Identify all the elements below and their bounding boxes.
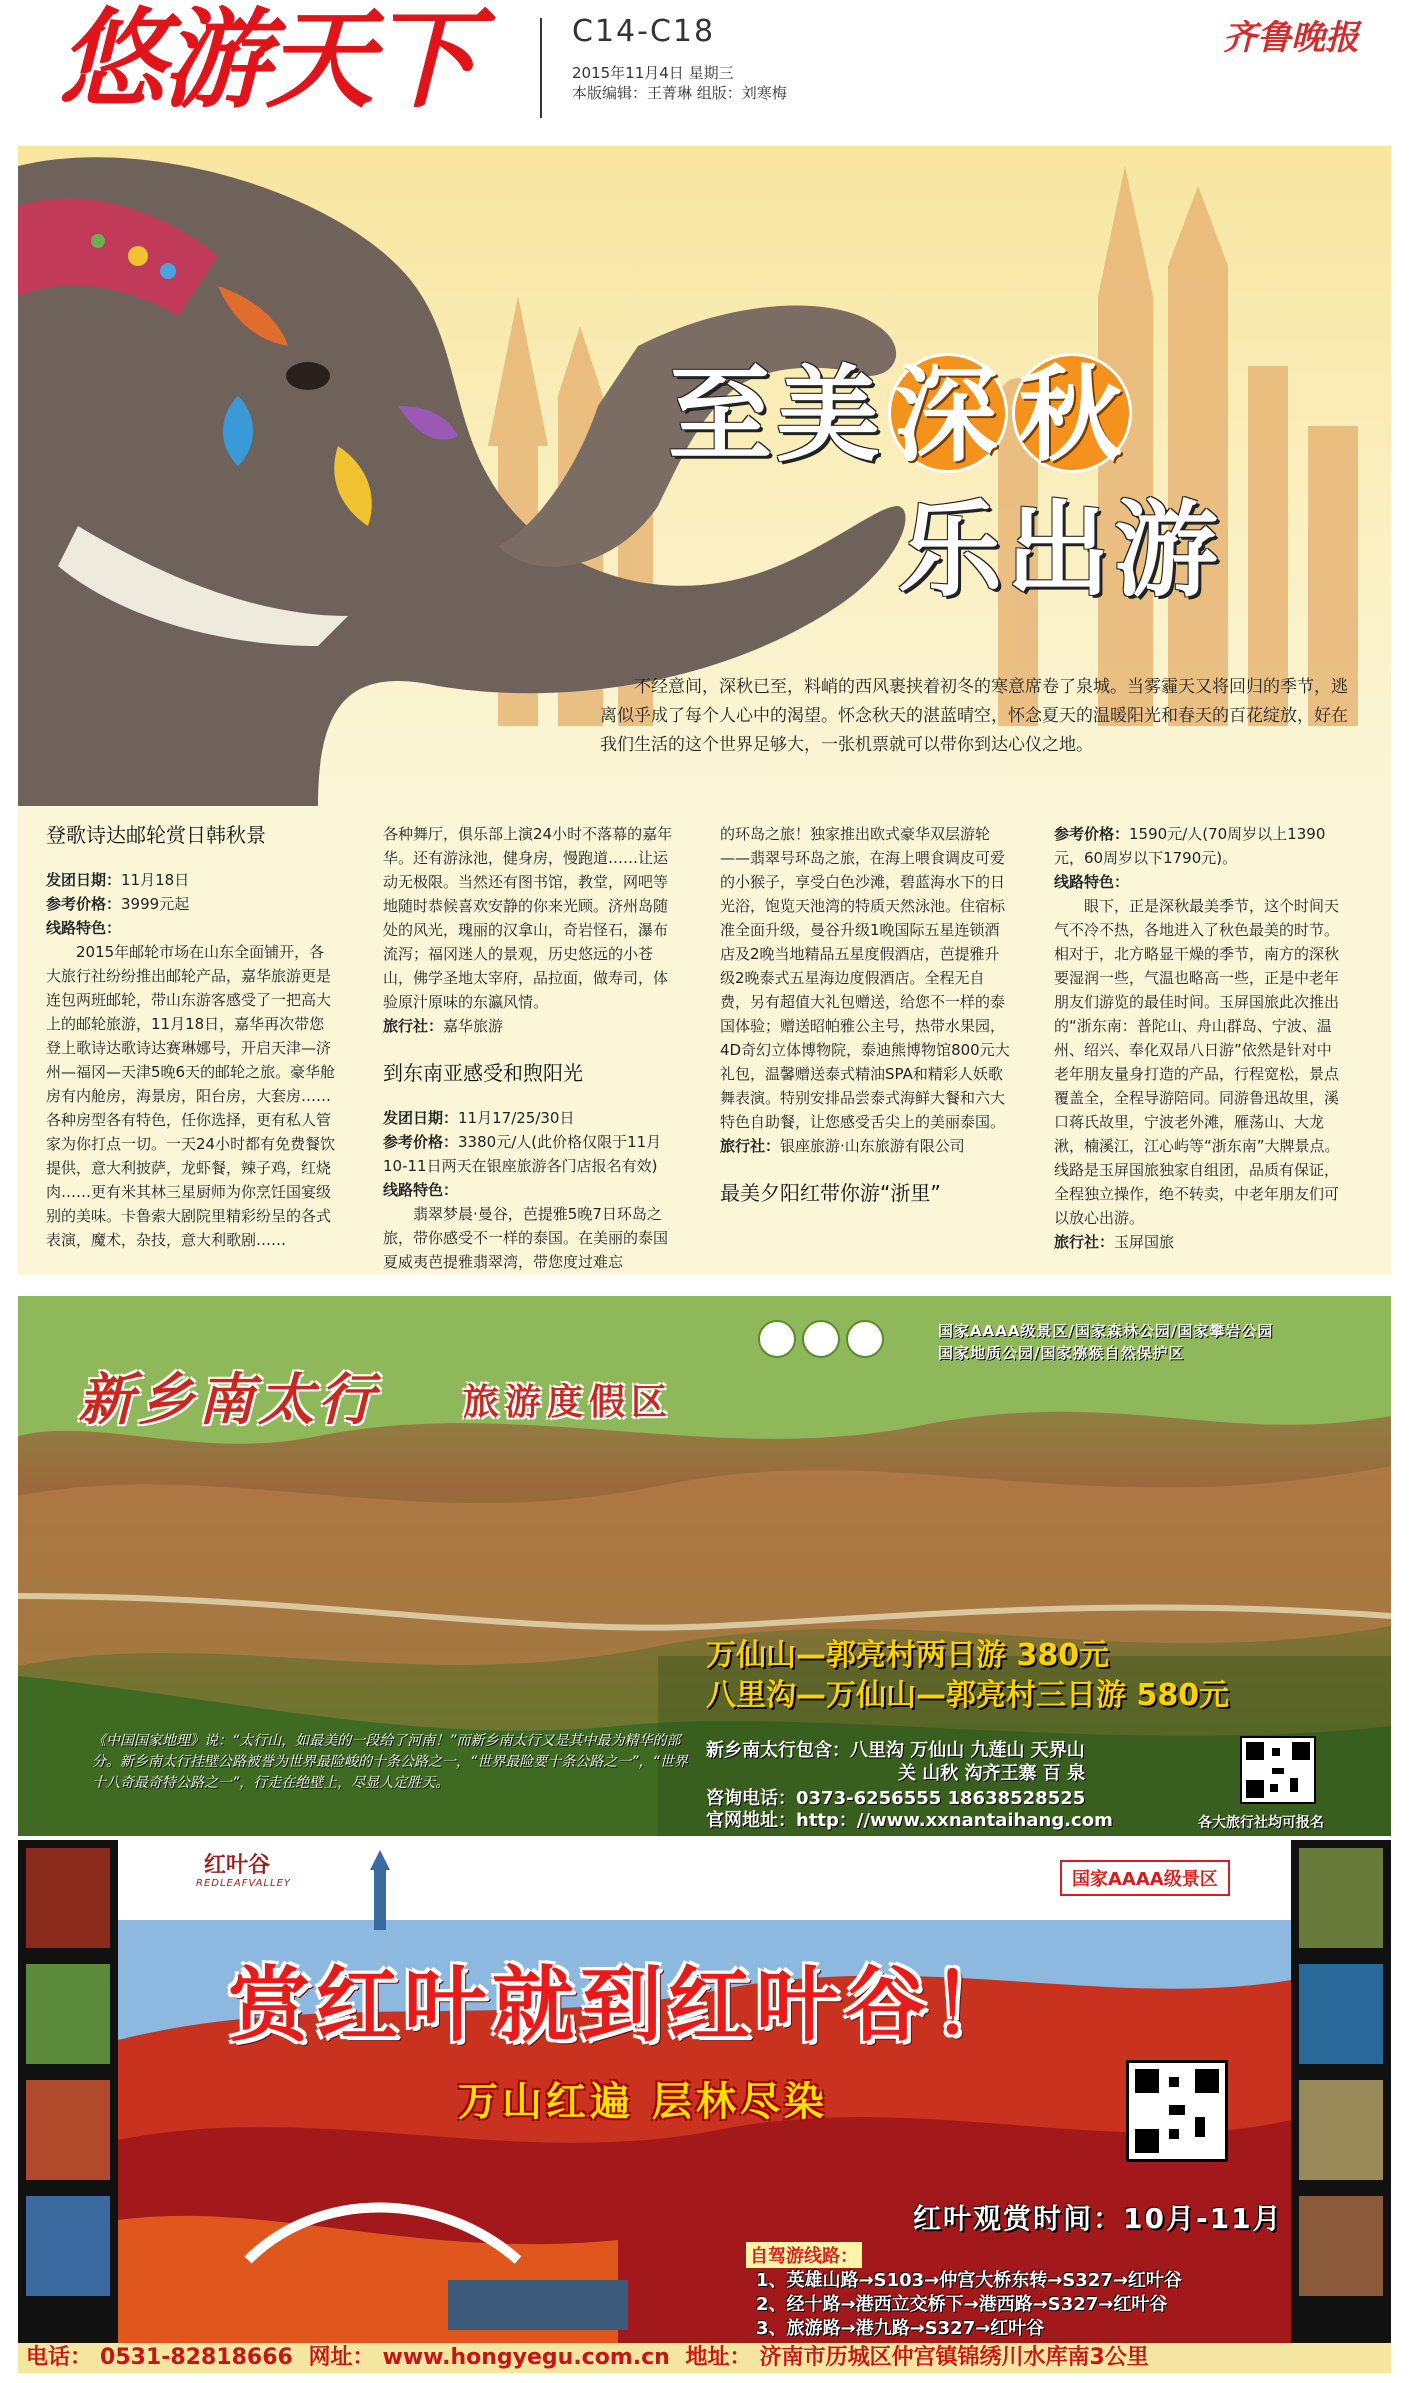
article-title-zhe: 最美夕阳红带你游“浙里”: [720, 1181, 941, 1205]
website-line: [706, 1806, 1113, 1832]
price-value: 1590元/人(70周岁以上1390元，60周岁以下1790元)。: [1054, 825, 1326, 867]
includes-list-1: 八里沟 万仙山 九莲山 天界山: [850, 1740, 1085, 1761]
viewing-time: 红叶观赏时间：10月-11月: [913, 2202, 1283, 2235]
features-label: 线路特色：: [383, 1181, 459, 1199]
features-label: 线路特色：: [1054, 873, 1130, 891]
includes-line-2: 关 山秋 沟齐王寨 百 泉: [898, 1763, 1086, 1784]
price-label: 参考价格：: [1054, 825, 1130, 843]
masthead-divider: [540, 18, 542, 118]
route-two-day: 万仙山—郭亮村两日游 380元: [706, 1638, 1110, 1673]
credentials-line-1: 国家AAAA级景区/国家森林公园/国家攀岩公园: [938, 1322, 1274, 1340]
date-line: 2015年11月4日 星期三: [572, 64, 734, 82]
aaaa-badge-icon: [758, 1320, 796, 1358]
phone-value: 0531-82818666: [100, 2345, 293, 2370]
website-label: 官网地址：: [706, 1810, 796, 1831]
headline-line-2: 乐出游: [898, 489, 1223, 611]
lead-paragraph: 不经意间，深秋已至，料峭的西风裹挟着初冬的寒意席卷了泉城。当雾霾天又将回归的季节，逃离似乎成了每个人心中的渴望。怀念秋天的湛蓝晴空，怀念夏天的温暖阳光和春天的百花绽放，好在我们生活的这个世界足够大，一张机票就可以带你到达心仪之地。: [600, 677, 1348, 755]
website-value: www.hongyegu.com.cn: [382, 2345, 670, 2370]
credentials-line-2: 国家地质公园/国家猕猴自然保护区: [938, 1344, 1185, 1362]
page-range: C14-C18: [572, 14, 716, 49]
paper-name: 齐鲁晚报: [1223, 18, 1359, 58]
ad2-title: 赏红叶就到红叶谷！: [228, 1958, 1021, 2053]
includes-label: 新乡南太行包含：: [706, 1740, 850, 1761]
article-col-3: [720, 822, 1010, 1226]
hongyegu-logo: 红叶谷: [204, 1852, 271, 1878]
geopark-badge-icon: [846, 1320, 884, 1358]
hongyegu-logo-en: REDLEAFVALLEY: [196, 1878, 292, 1889]
headline-line-1: [668, 331, 1132, 481]
article-col-2: [383, 822, 673, 1274]
agency-label: 旅行社：: [383, 1017, 444, 1035]
headline-prefix: 至美: [668, 354, 885, 476]
geography-quote: 《中国国家地理》说：“太行山，如最美的一段给了河南！”而新乡南太行又是其中最为精华的部分。新乡南太行挂壁公路被誉为世界最险峻的十条公路之一，“世界最险要十条公路之一”，“世界十八奇最奇特公路之一”，行走在绝壁上，尽显人定胜天。: [92, 1733, 688, 1791]
routes-heading: 自驾游线路：: [746, 2242, 862, 2268]
section-logo: 悠游天下: [58, 0, 475, 123]
date-value: 11月17/25/30日: [458, 1109, 575, 1127]
date-label: 发团日期：: [383, 1109, 459, 1127]
feature-section: [18, 146, 1391, 1275]
features-label: 线路特色：: [46, 919, 122, 937]
ad1-title: 新乡南太行: [78, 1368, 378, 1433]
agency-value: 玉屏国旅: [1114, 1233, 1175, 1251]
aaaa-badge: 国家AAAA级景区: [1060, 1860, 1230, 1896]
masthead: [0, 0, 1409, 140]
ad-hongyegu: [18, 1840, 1391, 2373]
ad-nantaihang: [18, 1296, 1391, 1836]
price-label: 参考价格：: [383, 1133, 459, 1151]
phone-value: 0373-6256555 18638528525: [796, 1788, 1086, 1809]
certification-badges: [758, 1320, 898, 1362]
contact-bar: [18, 2343, 1391, 2373]
ad1-subtitle: 旅游度假区: [463, 1382, 674, 1423]
agency-note: 各大旅行社均可报名: [1198, 1815, 1324, 1831]
headline-orb-1: 深: [888, 353, 1008, 473]
price-value: 3999元起: [121, 895, 190, 913]
article-body-sea: 翡翠梦晨·曼谷，芭提雅5晚7日环岛之旅，带你感受不一样的泰国。在美丽的泰国夏威夷芭提雅翡翠湾，带您度过难忘: [383, 1205, 669, 1271]
drive-route-2: 2、经十路→港西立交桥下→港西路→S327→红叶谷: [756, 2294, 1168, 2315]
agency-label: 旅行社：: [720, 1137, 781, 1155]
article-body-cruise: 2015年邮轮市场在山东全面铺开，各大旅行社纷纷推出邮轮产品，嘉华旅游更是连包两班邮轮，带山东游客感受了一把高大上的邮轮旅游，11月18日，嘉华再次带您登上歌诗达歌诗达赛琳娜号，开启天津—济州—福冈—天津5晚6天的邮轮之旅。豪华舱房有内舱房，海景房，阳台房，大套房……各种房型各有特色，任你选择，更有私人管家为你打点一切。一天24小时都有免费餐饮提供，意大利披萨，龙虾餐，辣子鸡，红烧肉……更有米其林三星厨师为你烹饪国宴级别的美味。卡鲁索大剧院里精彩纷呈的各式表演，魔术，杂技，意大利歌剧……: [46, 943, 336, 1249]
ad2-slogan: 万山红遍 层林尽染: [458, 2079, 828, 2125]
drive-route-1: 1、英雄山路→S103→仲宫大桥东转→S327→红叶谷: [756, 2270, 1182, 2291]
article-col-4: [1054, 822, 1344, 1254]
price-value: 3380元/人(此价格仅限于11月10-11日两天在银座旅游各门店报名有效): [383, 1133, 662, 1175]
date-value: 11月18日: [121, 871, 190, 889]
article-body-sea-cont: 的环岛之旅！独家推出欧式豪华双层游轮——翡翠号环岛之旅，在海上喂食调皮可爱的小猴子，享受白色沙滩，碧蓝海水下的日光浴，饱览天池湾的特质天然泳池。住宿标准全面升级，曼谷升级1晚国际五星连锁酒店及2晚当地精品五星度假酒店，芭提雅升级2晚泰式五星海边度假酒店。全程无自费，另有超值大礼包赠送，给您不一样的泰国体验；赠送昭帕雅公主号，热带水果园，4D奇幻立体博物院，泰迪熊博物馆800元大礼包，温馨赠送泰式精油SPA和精彩人妖歌舞表演。特别安排品尝泰式海鲜大餐和六大特色自助餐，让您感受舌尖上的美丽泰国。: [720, 825, 1010, 1131]
editors-line: 本版编辑：王菁琳 组版：刘寒梅: [572, 84, 787, 102]
qr-code-icon: [1126, 2060, 1228, 2162]
date-label: 发团日期：: [46, 871, 122, 889]
address-value: 济南市历城区仲宫镇锦绣川水库南3公里: [759, 2345, 1149, 2370]
article-title-cruise: 登歌诗达邮轮赏日韩秋景: [46, 823, 266, 847]
headline-orb-2: 秋: [1012, 353, 1132, 473]
article-body-zhe: 眼下，正是深秋最美季节，这个时间天气不冷不热，各地进入了秋色最美的时节。相对于，北方略显干燥的季节，南方的深秋要湿润一些，气温也略高一些，正是中老年朋友们游览的最佳时间。玉屏国旅此次推出的“浙东南：普陀山、舟山群岛、宁波、温州、绍兴、奉化双昂八日游”依然是针对中老年朋友量身打造的产品，行程宽松，景点覆盖全，全程导游陪同。同游鲁迅故里，溪口蒋氏故里，宁波老外滩，雁荡山、大龙湫，楠溪江，江心屿等“浙东南”大牌景点。线路是玉屏国旅独家自组团，品质有保证，全程独立操作，绝不转卖，中老年朋友们可以放心出游。: [1054, 897, 1340, 1227]
phone-label: 咨询电话：: [706, 1788, 796, 1809]
drive-route-3: 3、旅游路→港九路→S327→红叶谷: [756, 2318, 1045, 2339]
article-title-sea: 到东南亚感受和煦阳光: [383, 1061, 583, 1085]
agency-value: 嘉华旅游: [443, 1017, 504, 1035]
forest-park-badge-icon: [802, 1320, 840, 1358]
website-value: http：//www.xxnantaihang.com: [796, 1810, 1113, 1831]
website-label: 网址：: [308, 2345, 375, 2370]
route-three-day: 八里沟—万仙山—郭亮村三日游 580元: [706, 1678, 1230, 1713]
article-cruise-col-1: [46, 822, 336, 1252]
price-label: 参考价格：: [46, 895, 122, 913]
qr-code-icon: [1240, 1736, 1316, 1804]
agency-value: 银座旅游·山东旅游有限公司: [780, 1137, 965, 1155]
agency-label: 旅行社：: [1054, 1233, 1115, 1251]
address-label: 地址：: [685, 2345, 752, 2370]
article-body-cruise-cont: 各种舞厅，俱乐部上演24小时不落幕的嘉年华。还有游泳池，健身房，慢跑道……让运动无极限。当然还有图书馆，教堂，网吧等地随时恭候喜欢安静的你来光顾。济州岛随处的风光，瑰丽的汉拿山，奇岩怪石，瀑布流泻；福冈迷人的景观，历史悠远的小苍山，佛学圣地太宰府，品拉面，做寿司，体验原汁原味的东瀛风情。: [383, 825, 673, 1011]
phone-label: 电话：: [26, 2345, 93, 2370]
